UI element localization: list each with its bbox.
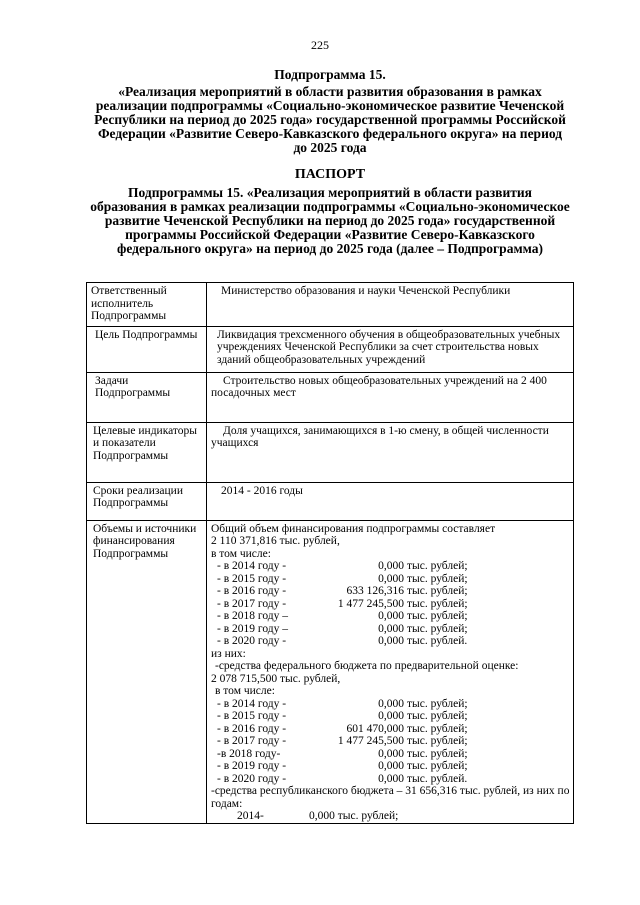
year-label: - в 2014 году - [217,560,287,572]
row-value: Министерство образования и науки Чеченской Республики [207,283,574,327]
federal-amount: 2 078 715,500 тыс. рублей, [211,672,341,685]
year-unit: тыс. рублей. [407,635,468,647]
year-unit: тыс. рублей; [407,585,468,597]
year-unit: тыс. рублей; [407,572,468,585]
row-label: Задачи Подпрограммы [87,372,207,422]
financing-total-intro: Общий объем финансирования подпрограммы составляет [211,522,496,535]
row-label: Сроки реализации Подпрограммы [87,482,207,520]
year-amount: 0,000 [378,572,404,585]
regional-year-line [211,810,570,823]
table-row [87,283,574,327]
year-amount: 0,000 [378,697,404,710]
year-line [217,760,570,773]
year-unit: тыс. рублей; [407,697,468,710]
year-amount: 0,000 [378,635,404,647]
year-line [217,735,570,748]
passport-title: Подпрограммы 15. «Реализация мероприятий в области развития образования в рамках реализации подпрограммы «Социально-экономическое развитие Чеченской Республики на период до 2025 года» государственной программы Российской Федерации «Развитие Северо-Кавказского федерального округа» на период до 2025 года (далее – Подпрограмма) [90,185,570,256]
year-label: - в 2016 году - [217,722,287,735]
federal-incl: в том числе: [215,685,275,697]
table-row [87,482,574,520]
year-amount: 0,000 [378,772,404,785]
row-value: Ликвидация трехсменного обучения в общеобразовательных учебных учреждениях Чеченской Республики за счет строительства новых зданий общеобразовательных учреждений [207,326,574,372]
year-unit: тыс. рублей; [407,560,468,572]
year-line [217,773,570,786]
page-number: 225 [311,38,329,52]
row-label: Целевые индикаторы и показатели Подпрограммы [87,422,207,482]
year-unit: тыс. рублей; [407,597,468,610]
year-amount: 633 126,316 [346,585,404,597]
year-label: - в 2017 году - [217,597,287,610]
year-unit: тыс. рублей; [407,747,468,760]
year-line [217,748,570,761]
year-label: - в 2020 году - [217,772,287,785]
federal-by-year-list [211,698,570,786]
subprogram-title: «Реализация мероприятий в области развития образования в рамках реализации подпрограммы «Социально-экономическое развитие Чеченской Республики на период до 2025 года» государственной программы Российской Федерации «Развитие Северо-Кавказского федерального округа» на период до 2025 года [94,84,566,155]
year-line [217,610,570,623]
subprogram-label: Подпрограмма 15. [274,67,386,82]
federal-intro: -средства федерального бюджета по предварительной оценке: [215,660,519,672]
year-label: - в 2020 году - [217,635,287,647]
row-value: Доля учащихся, занимающихся в 1-ю смену, в общей численности учащихся [207,422,574,482]
year-unit: тыс. рублей; [407,722,468,735]
financing-total-amount: 2 110 371,816 тыс. рублей, [211,535,340,547]
row-label: Ответственный исполнитель Подпрограммы [87,283,207,327]
row-value: 2014 - 2016 годы [207,482,574,520]
year-label: - в 2019 году – [217,622,288,635]
year-line [217,723,570,736]
year-unit: тыс. рублей. [407,772,468,785]
year-label: - в 2018 году – [217,610,288,622]
year-amount: 1 477 245,500 [337,735,404,747]
year-unit: тыс. рублей; [407,610,468,622]
table-row [87,372,574,422]
financing-cell [207,520,574,823]
regional-year: 2014- [237,810,264,822]
year-label: - в 2014 году - [217,697,287,710]
year-amount: 0,000 [378,760,404,772]
year-unit: тыс. рублей; [407,622,468,635]
year-amount: 0,000 [378,710,404,722]
year-label: -в 2018 году- [217,747,281,760]
year-label: - в 2019 году - [217,760,287,772]
table-row [87,422,574,482]
year-line [217,560,570,573]
regional-amount: 0,000 тыс. рублей; [309,810,399,822]
table-row [87,520,574,823]
regional-intro: -средства республиканского бюджета – 31 656,316 тыс. рублей, из них по годам: [211,785,570,810]
row-label: Цель Подпрограммы [87,326,207,372]
year-unit: тыс. рублей; [407,735,468,747]
year-amount: 0,000 [378,560,404,572]
financing-of-which: из них: [211,647,246,660]
year-line [217,573,570,586]
year-label: - в 2015 году - [217,572,287,585]
passport-table [86,282,574,824]
year-amount: 601 470,000 [346,722,404,735]
year-line [217,698,570,711]
row-value: Строительство новых общеобразовательных учреждений на 2 400 посадочных мест [207,372,574,422]
table-row [87,326,574,372]
year-label: - в 2015 году - [217,710,287,722]
year-line [217,635,570,648]
year-line [217,585,570,598]
year-amount: 0,000 [378,747,404,760]
year-label: - в 2016 году - [217,585,287,597]
financing-incl: в том числе: [211,547,271,560]
year-unit: тыс. рублей; [407,760,468,772]
year-line [217,710,570,723]
year-unit: тыс. рублей; [407,710,468,722]
year-line [217,598,570,611]
year-amount: 1 477 245,500 [337,597,404,610]
year-label: - в 2017 году - [217,735,287,747]
year-line [217,623,570,636]
passport-heading: ПАСПОРТ [294,167,366,182]
total-by-year-list [211,560,570,648]
row-label: Объемы и источники финансирования Подпрограммы [87,520,207,823]
year-amount: 0,000 [378,610,404,622]
year-amount: 0,000 [378,622,404,635]
